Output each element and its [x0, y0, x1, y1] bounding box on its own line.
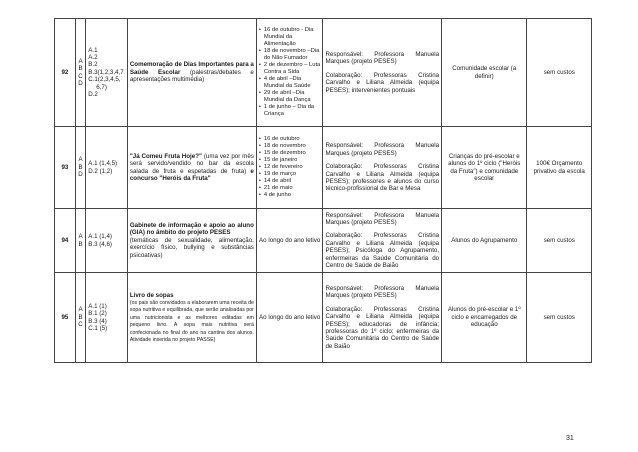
axis-letter: B [78, 65, 83, 73]
goal-item: B.3(1,2,3,4,7 [88, 68, 124, 76]
goals-cell [86, 209, 128, 273]
table-row [55, 273, 592, 363]
goal-item: C.1(2,3,4,5, [88, 76, 121, 84]
goal-item: A.2 [88, 53, 98, 61]
date-item: • 4 de abril –Dia Mundial da Saúde [259, 76, 321, 90]
goal-item: B.3 (4) [88, 317, 107, 325]
goal-item: D.2 [88, 91, 98, 99]
axes-cell [75, 127, 85, 209]
dates-cell [256, 127, 323, 209]
dates-cell [256, 19, 323, 127]
goal-item: 6,7) [96, 83, 107, 91]
goal-item: B.2 [88, 61, 98, 69]
responsible-text: Responsável: Professora Manuela Marques (projeto PESES) [325, 211, 440, 226]
activity-cell [127, 209, 256, 273]
activity-description: (os pais são convidados a elaborarem uma receita de sopa nutritiva e equilibrada, que serão analisadas por uma nutricionista e as melhores editadas em pequeno livro. A sopa mais nutritiva será confecionada no final do ano na cantina dos alunos. Atividade inserida no projeto PASSE) [129, 299, 254, 344]
activity-number: 94 [55, 209, 76, 273]
date-item: • 4 de junho [259, 192, 321, 199]
activity-title: Gabinete de informação e apoio ao aluno (GIA) no âmbito do projeto PESES [129, 221, 254, 237]
goal-item: A.1 (1,4) [88, 233, 112, 241]
activity-cell [127, 19, 256, 127]
goals-cell [86, 19, 128, 127]
cost-cell: sem custos [527, 209, 592, 273]
date-item: • 16 de outubro - Dia Mundial da Alimentação [259, 27, 321, 48]
responsible-cell [323, 127, 442, 209]
activity-title: Comemoração de Dias Importantes para a Saúde Escolar [129, 61, 254, 76]
responsible-text: Responsável: Professora Manuela Marques (projeto PESES) [325, 142, 440, 157]
goal-item: C.1 (5) [88, 324, 108, 332]
goals-cell [86, 273, 128, 363]
target-cell: Comunidade escolar (a definir) [442, 19, 527, 127]
goal-item: A.1 (1,4,5) [88, 160, 118, 168]
date-item: • 19 de março [259, 171, 321, 178]
dates-cell: Ao longo do ano letivo [256, 209, 323, 273]
activity-description: (temáticas de sexualidade, alimentação, exercício físico, bullying e substâncias psicoativas) [129, 236, 254, 259]
activity-number: 93 [55, 127, 76, 209]
date-item: • 12 de fevereiro [259, 164, 321, 171]
dates-cell: Ao longo do ano letivo [256, 273, 323, 363]
axes-cell [75, 19, 85, 127]
date-item: • 16 de outubro [259, 136, 321, 143]
date-item: • 18 de novembro –Dia do Não Fumador [259, 48, 321, 62]
axis-letter: D [78, 79, 83, 87]
axis-letter: A [78, 233, 83, 241]
goal-item: A.1 (1) [88, 302, 107, 310]
responsible-cell [323, 209, 442, 273]
collaboration-text: Colaboração: Professoras Cristina Carvalho e Liliana Almeida (equipa PESES); Psicóloga do Agrupamento, enfermeiras da Saúde Comunitária do Centro de Saúde de Baião [325, 232, 440, 270]
table-row [55, 127, 592, 209]
axis-letter: D [78, 171, 83, 179]
activity-title: Livro de sopas [129, 291, 174, 299]
goal-item: B.1 (2) [88, 310, 107, 318]
goals-cell [86, 127, 128, 209]
axis-letter: A [78, 306, 83, 314]
axes-cell [75, 273, 85, 363]
responsible-text: Responsável: Professora Manuela Marques (projeto PESES) [325, 50, 440, 66]
date-item: • 29 de abril –Dia Mundial da Dança [259, 90, 321, 104]
axis-letter: C [78, 321, 83, 329]
date-item: • 18 de novembro [259, 143, 321, 150]
cost-cell: sem custos [527, 19, 592, 127]
activity-title: "Já Comeu Fruta Hoje?" [129, 152, 202, 160]
date-item: • 14 de abril [259, 178, 321, 185]
axis-letter: B [78, 240, 83, 248]
collaboration-text: Colaboração: Professoras Cristina Carvalho e Liliana Almeida (equipa PESES); educadoras de infância; professoras do 1º ciclo; enfermeiras da Saúde Comunitária do Centro de Saúde de Baião [325, 305, 440, 350]
goal-item: D.2 (1,2) [88, 167, 113, 175]
responsible-text: Responsável: Professora Manuela Marques (projeto PESES) [325, 284, 440, 300]
axes-cell [75, 209, 85, 273]
axis-letter: A [78, 156, 83, 164]
activity-number: 95 [55, 273, 76, 363]
collaboration-text: Colaboração: Professoras Cristina Carvalho e Liliana Almeida (equipa PESES); professores e alunos do curso técnico-profissional de Bar e Mesa [325, 163, 440, 193]
activity-description: (uma vez por mês será servido/vendido no bar da escola salada de fruta e espetadas de fruta) [129, 152, 254, 175]
activity-number: 92 [55, 19, 76, 127]
axis-letter: C [78, 72, 83, 80]
activity-plan-table [54, 18, 592, 363]
responsible-cell [323, 19, 442, 127]
date-item: • 15 de janeiro [259, 157, 321, 164]
responsible-cell [323, 273, 442, 363]
cost-cell: sem custos [527, 273, 592, 363]
table-row [55, 209, 592, 273]
target-cell: Alunos do pré-escolar e 1º ciclo e encarregados de educação [442, 273, 527, 363]
collaboration-text: Colaboração: Professoras Cristina Carvalho e Liliana Almeida (equipa PESES); intervenientes pontuais [325, 71, 440, 94]
table-row [55, 19, 592, 127]
target-cell: Crianças do pré-escolar e alunos do 1º ciclo ("Heróis da Fruta") e comunidade escolar [442, 127, 527, 209]
cost-cell: 100€ Orçamento privativo da escola [527, 127, 592, 209]
goal-item: A.1 [88, 46, 98, 54]
axis-letter: A [78, 57, 83, 65]
activity-cell [127, 273, 256, 363]
goal-item: B.3 (4,6) [88, 240, 112, 248]
axis-letter: B [78, 163, 83, 171]
activity-description: (palestras/debates e apresentações multimédia) [129, 68, 254, 84]
date-item: • 15 de dezembro [259, 150, 321, 157]
contest-title: e concurso "Heróis da Fruta" [129, 167, 254, 182]
page-number: 31 [566, 435, 574, 442]
activity-cell [127, 127, 256, 209]
axis-letter: B [78, 313, 83, 321]
target-cell: Alunos do Agrupamento [442, 209, 527, 273]
date-item: • 21 de maio [259, 185, 321, 192]
date-item: • 1 de junho – Dia da Criança [259, 104, 321, 118]
date-item: • 2 de dezembro – Luta Contra a Sida [259, 62, 321, 76]
